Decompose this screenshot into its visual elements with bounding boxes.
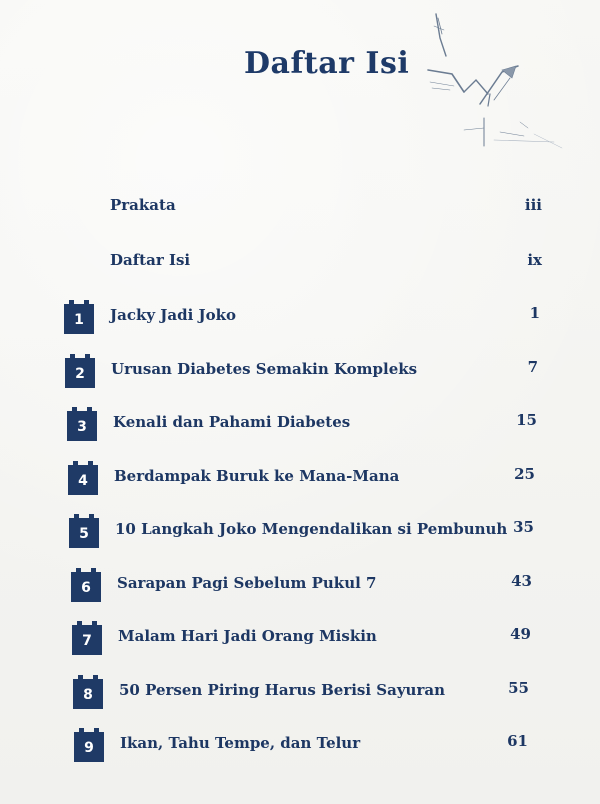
toc-entry-title: Daftar Isi [110,251,191,269]
chapter-page-number: 25 [514,465,535,483]
castle-tower-badge-icon [74,728,104,762]
toc-entry-title: Prakata [110,196,176,214]
chapter-number: 3 [77,419,87,435]
castle-tower-badge-icon [69,514,99,548]
castle-tower-badge-icon [68,461,98,495]
chapter-number: 2 [75,366,85,382]
castle-tower-badge-icon [65,354,95,388]
chapter-page-number: 7 [527,358,538,376]
chapter-number: 5 [79,526,89,542]
chapter-title: Ikan, Tahu Tempe, dan Telur [120,734,361,752]
chapter-title: Urusan Diabetes Semakin Kompleks [111,360,418,378]
chapter-title: 50 Persen Piring Harus Berisi Sayuran [119,681,445,699]
chapter-title: Sarapan Pagi Sebelum Pukul 7 [117,574,377,592]
castle-tower-badge-icon [72,621,102,655]
chapter-title: Jacky Jadi Joko [110,306,237,324]
chapter-number: 7 [82,633,92,649]
chapter-page-number: 35 [513,518,534,536]
page-title: Daftar Isi [244,46,410,81]
chapter-page-number: 61 [507,732,528,750]
chapter-page-number: 15 [516,411,537,429]
castle-tower-badge-icon [67,407,97,441]
toc-entry-page: ix [527,251,542,269]
chapter-number: 1 [74,312,84,328]
chapter-page-number: 43 [511,572,532,590]
castle-tower-badge-icon [73,675,103,709]
chapter-title: 10 Langkah Joko Mengendalikan si Pembunuh [115,520,508,538]
chapter-title: Kenali dan Pahami Diabetes [113,413,351,431]
chapter-page-number: 55 [508,679,529,697]
chapter-page-number: 49 [510,625,531,643]
chapter-title: Berdampak Buruk ke Mana-Mana [114,467,400,485]
chapter-number: 4 [78,473,88,489]
toc-entry-page: iii [524,196,542,214]
castle-tower-badge-icon [71,568,101,602]
chapter-number: 8 [83,687,93,703]
chapter-number: 6 [81,580,91,596]
chapter-title: Malam Hari Jadi Orang Miskin [118,627,377,645]
decorative-sketch-ornament-icon [424,8,574,158]
chapter-number: 9 [84,740,94,756]
chapter-page-number: 1 [529,304,540,322]
castle-tower-badge-icon [64,300,94,334]
